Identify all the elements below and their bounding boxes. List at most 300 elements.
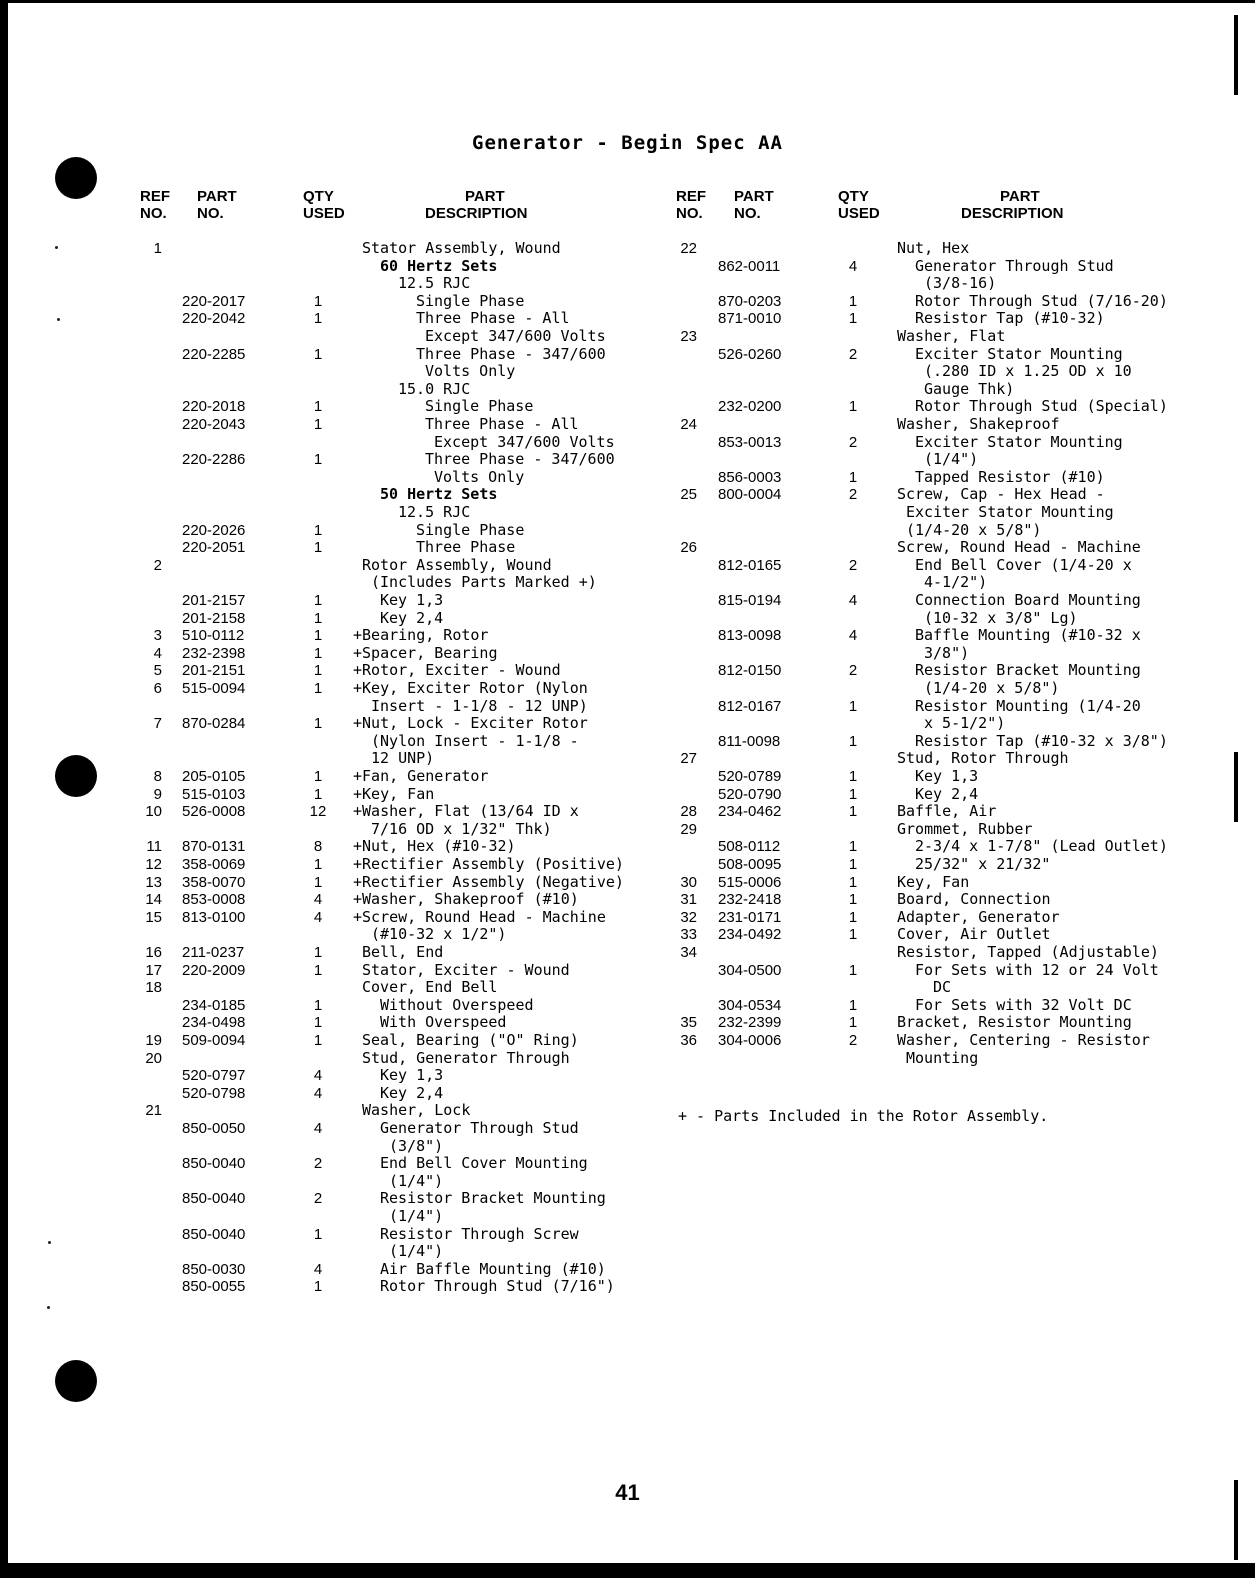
ref-number: 13 [145,873,162,891]
part-description: x 5-1/2") [924,714,1006,733]
header-desc-line1: PART [465,188,505,205]
part-number: 358-0069 [182,856,246,873]
part-number: 856-0003 [718,468,782,486]
part-description: Mounting [906,1048,979,1067]
scan-speck [57,318,60,321]
part-description: Rotor Through Stud (7/16-20) [915,291,1168,310]
part-description: Resistor Mounting (1/4-20 [915,696,1141,715]
part-description: Board, Connection [897,890,1051,909]
part-number: 220-2286 [182,451,246,469]
part-description: +Nut, Lock - Exciter Rotor [353,714,588,733]
part-number: 220-2009 [182,961,246,979]
part-description: Rotor Through Stud (7/16") [380,1277,615,1296]
part-number: 870-0203 [718,292,782,310]
ref-number: 14 [145,891,162,909]
part-description: Key 2,4 [380,1083,444,1102]
quantity-used: 1 [313,768,323,785]
part-description: Bell, End [362,943,444,961]
quantity-used: 1 [313,961,323,979]
part-description: Cover, Air Outlet [897,925,1051,944]
quantity-used: 1 [848,398,858,416]
header-desc-line2: DESCRIPTION [425,205,528,222]
quantity-used: 1 [313,539,323,557]
header-ref-line2: NO. [676,205,703,222]
header-qty-line1: QTY [303,188,334,205]
part-number: 515-0103 [182,785,246,803]
quantity-used: 1 [848,961,858,979]
part-number: 220-2017 [182,292,246,310]
ref-number: 19 [145,1032,162,1049]
part-number: 520-0798 [182,1084,246,1102]
quantity-used: 1 [313,944,323,961]
part-description: (1/4") [389,1207,444,1225]
quantity-used: 1 [848,310,858,328]
quantity-used: 2 [313,1190,323,1208]
quantity-used: 1 [848,996,858,1014]
part-description: Gauge Thk) [924,379,1015,398]
quantity-used: 1 [313,451,323,469]
part-number: 508-0095 [718,856,782,873]
quantity-used: 4 [848,257,858,275]
part-number: 509-0094 [182,1032,246,1049]
part-number: 853-0013 [718,433,782,451]
quantity-used: 1 [313,644,323,662]
quantity-used: 1 [848,873,858,891]
part-number: 811-0098 [718,732,781,750]
quantity-used: 1 [848,785,858,803]
header-qty-line1: QTY [838,188,869,205]
part-number: 232-2418 [718,891,782,909]
part-description: Connection Board Mounting [915,591,1141,609]
part-description: Cover, End Bell [362,978,498,997]
page-title: Generator - Begin Spec AA [472,132,783,154]
ref-number: 31 [680,891,697,909]
part-number: 201-2157 [182,592,246,609]
quantity-used: 1 [313,1032,323,1049]
part-description: Screw, Round Head - Machine [897,538,1141,557]
quantity-used: 4 [313,1067,323,1085]
part-number: 812-0167 [718,697,782,715]
part-description: Single Phase [416,520,525,539]
part-description: Three Phase - All [425,415,579,433]
part-description: 7/16 OD x 1/32" Thk) [371,819,552,838]
part-number: 220-2042 [182,310,246,328]
part-description: 12.5 RJC [398,274,471,293]
part-number: 220-2018 [182,398,246,416]
quantity-used: 1 [313,715,323,733]
ref-number: 18 [145,979,162,997]
ref-number: 21 [145,1102,162,1120]
part-description: Resistor Tap (#10-32) [915,309,1105,328]
part-number: 304-0006 [718,1032,782,1049]
ref-number: 20 [145,1049,162,1067]
part-number: 205-0105 [182,768,246,785]
ref-number: 32 [680,908,697,926]
part-description: Resistor Bracket Mounting [915,661,1141,680]
part-number: 526-0260 [718,345,782,363]
part-description: 50 Hertz Sets [380,485,498,504]
ref-number: 30 [680,873,697,891]
scan-edge-top [0,0,1255,3]
ref-number: 8 [153,768,162,785]
quantity-used: 1 [313,873,323,891]
part-number: 815-0194 [718,592,782,609]
part-description: (Nylon Insert - 1-1/8 - [371,731,579,750]
part-number: 812-0150 [718,662,782,680]
part-description: Stud, Rotor Through [897,749,1069,768]
part-description: 15.0 RJC [398,379,471,398]
part-description: Generator Through Stud [380,1119,579,1137]
quantity-used: 1 [848,926,858,944]
part-description: Screw, Cap - Hex Head - [897,485,1105,504]
part-description: 25/32" x 21/32" [915,855,1051,873]
part-number: 850-0055 [182,1278,246,1296]
quantity-used: 1 [313,310,323,328]
ref-number: 25 [680,486,697,504]
part-description: 4-1/2") [924,573,988,592]
scan-mark-right-middle [1234,752,1238,822]
quantity-used: 1 [848,768,858,785]
part-description: Washer, Lock [362,1101,471,1120]
quantity-used: 1 [313,609,323,627]
part-number: 850-0040 [182,1190,246,1208]
part-description: Resistor Bracket Mounting [380,1189,606,1208]
quantity-used: 1 [313,680,323,697]
ref-number: 9 [153,785,162,803]
scan-speck [47,1306,50,1309]
part-description: Key 2,4 [915,784,979,803]
part-description: Baffle, Air [897,802,997,821]
part-number: 850-0050 [182,1120,246,1137]
part-number: 526-0008 [182,803,246,821]
part-number: 232-2399 [718,1014,782,1032]
part-description: 60 Hertz Sets [380,256,498,275]
part-description: Seal, Bearing ("O" Ring) [362,1031,579,1049]
part-description: Stator Assembly, Wound [362,239,561,257]
quantity-used: 1 [313,1225,323,1243]
header-desc-line2: DESCRIPTION [961,205,1064,222]
part-description: For Sets with 12 or 24 Volt [915,960,1159,979]
ref-number: 23 [680,328,697,345]
part-description: Three Phase [416,538,516,557]
ref-number: 10 [145,803,162,821]
part-description: 2-3/4 x 1-7/8" (Lead Outlet) [915,837,1168,856]
part-description: (1/4") [924,450,979,469]
part-number: 850-0040 [182,1155,246,1173]
ref-number: 29 [680,820,697,838]
part-number: 520-0790 [718,785,782,803]
ref-number: 28 [680,803,697,821]
part-description: 12 UNP) [371,749,435,768]
part-number: 220-2051 [182,539,246,557]
quantity-used: 4 [313,1120,323,1137]
quantity-used: 1 [313,662,323,680]
part-number: 812-0165 [718,556,782,574]
part-description: Resistor, Tapped (Adjustable) [897,943,1159,961]
part-description: (.280 ID x 1.25 OD x 10 [924,362,1132,381]
ref-number: 22 [680,240,697,257]
part-description: Nut, Hex [897,239,970,257]
quantity-used: 1 [848,908,858,926]
part-description: Stator, Exciter - Wound [362,960,570,979]
quantity-used: 1 [848,697,858,715]
part-number: 304-0500 [718,961,782,979]
part-description: Volts Only [425,362,516,381]
part-description: Except 347/600 Volts [434,432,615,451]
ref-number: 15 [145,908,162,926]
quantity-used: 2 [848,345,858,363]
part-description: (1/4") [389,1171,444,1190]
part-description: DC [933,978,952,997]
quantity-used: 1 [313,292,323,310]
quantity-used: 2 [313,1155,323,1173]
part-number: 862-0011 [718,257,781,275]
part-description: With Overspeed [380,1013,507,1032]
ref-number: 35 [680,1014,697,1032]
part-description: Adapter, Generator [897,907,1060,926]
part-description: +Rectifier Assembly (Negative) [353,872,624,891]
part-description: Key 1,3 [380,591,444,609]
quantity-used: 2 [848,662,858,680]
part-number: 201-2151 [182,662,246,680]
part-description: Resistor Tap (#10-32 x 3/8") [915,731,1168,750]
part-description: +Rectifier Assembly (Positive) [353,855,624,873]
part-number: 853-0008 [182,891,246,909]
part-number: 358-0070 [182,873,246,891]
quantity-used: 2 [848,433,858,451]
part-description: Three Phase - 347/600 [425,450,615,469]
footnote: + - Parts Included in the Rotor Assembly. [678,1107,1049,1125]
part-description: Three Phase - All [416,309,570,328]
quantity-used: 1 [313,521,323,539]
part-description: (10-32 x 3/8" Lg) [924,608,1078,627]
part-description: Grommet, Rubber [897,819,1033,838]
ref-number: 2 [153,556,162,574]
part-description: Exciter Stator Mounting [915,432,1123,451]
ref-number: 12 [145,856,162,873]
part-description: Key 1,3 [380,1066,444,1085]
quantity-used: 2 [848,556,858,574]
part-number: 234-0462 [718,803,782,821]
quantity-used: 1 [313,856,323,873]
part-description: Volts Only [434,467,525,486]
quantity-used: 8 [313,838,323,856]
part-description: +Bearing, Rotor [353,626,489,645]
quantity-used: 1 [313,627,323,645]
header-part-line1: PART [197,188,237,205]
part-description: +Washer, Flat (13/64 ID x [353,802,579,821]
part-description: Three Phase - 347/600 [416,344,606,363]
quantity-used: 1 [313,345,323,363]
part-description: For Sets with 32 Volt DC [915,995,1132,1014]
quantity-used: 1 [313,416,323,433]
part-description: (1/4-20 x 5/8") [924,679,1060,697]
part-number: 508-0112 [718,838,781,856]
part-description: Single Phase [416,291,525,310]
part-number: 231-0171 [718,908,782,926]
binder-hole-icon [55,755,97,797]
quantity-used: 4 [313,1260,323,1278]
header-ref-line1: REF [676,188,706,205]
part-description: +Key, Exciter Rotor (Nylon [353,679,588,697]
part-description: Washer, Shakeproof [897,415,1060,433]
part-description: Rotor Assembly, Wound [362,555,552,574]
quantity-used: 4 [848,592,858,609]
ref-number: 17 [145,961,162,979]
part-number: 515-0006 [718,873,782,891]
part-description: (1/4") [389,1242,444,1261]
quantity-used: 1 [313,398,323,416]
quantity-used: 1 [313,1014,323,1032]
scan-edge-bottom [0,1563,1255,1578]
part-description: 3/8") [924,643,970,662]
ref-number: 34 [680,944,697,961]
part-description: End Bell Cover (1/4-20 x [915,555,1132,574]
part-description: Key 2,4 [380,608,444,627]
ref-number: 3 [153,627,162,645]
part-description: Rotor Through Stud (Special) [915,397,1168,416]
binder-hole-icon [55,1360,97,1402]
part-description: Exciter Stator Mounting [906,503,1114,521]
part-description: +Screw, Round Head - Machine [353,907,606,926]
part-description: End Bell Cover Mounting [380,1154,588,1173]
part-description: Exciter Stator Mounting [915,344,1123,363]
part-number: 234-0498 [182,1014,246,1032]
quantity-used: 1 [313,1278,323,1296]
ref-number: 5 [153,662,162,680]
part-number: 211-0237 [182,944,245,961]
part-description: +Washer, Shakeproof (#10) [353,890,579,909]
part-number: 520-0789 [718,768,782,785]
quantity-used: 1 [848,1014,858,1032]
part-description: Without Overspeed [380,995,534,1014]
ref-number: 7 [153,715,162,733]
quantity-used: 1 [313,592,323,609]
part-description: Air Baffle Mounting (#10) [380,1259,606,1278]
part-description: Baffle Mounting (#10-32 x [915,626,1141,645]
part-number: 850-0040 [182,1225,246,1243]
part-number: 870-0284 [182,715,246,733]
part-description: Stud, Generator Through [362,1048,570,1067]
part-description: Key 1,3 [915,767,979,785]
header-part-line1: PART [734,188,774,205]
scan-mark-right-top [1234,15,1238,95]
part-description: Insert - 1-1/8 - 12 UNP) [371,696,588,715]
part-description: +Rotor, Exciter - Wound [353,661,561,680]
part-description: (3/8") [389,1136,444,1155]
part-description: +Spacer, Bearing [353,643,498,662]
part-number: 515-0094 [182,680,246,697]
part-description: +Key, Fan [353,784,435,803]
scan-speck [55,246,58,249]
part-description: Bracket, Resistor Mounting [897,1013,1132,1032]
part-description: Tapped Resistor (#10) [915,467,1105,486]
quantity-used: 12 [309,803,327,821]
binder-hole-icon [55,157,97,199]
ref-number: 6 [153,680,162,697]
part-number: 813-0098 [718,627,782,645]
part-description: Washer, Centering - Resistor [897,1031,1150,1049]
ref-number: 26 [680,539,697,557]
part-description: 12.5 RJC [398,503,471,521]
part-number: 813-0100 [182,908,246,926]
part-number: 234-0185 [182,996,246,1014]
part-description: Generator Through Stud [915,256,1114,275]
scan-speck [48,1241,51,1244]
quantity-used: 1 [313,785,323,803]
ref-number: 36 [680,1032,697,1049]
header-desc-line1: PART [1000,188,1040,205]
header-ref-line1: REF [140,188,170,205]
part-number: 220-2043 [182,416,246,433]
ref-number: 11 [146,838,162,856]
quantity-used: 1 [848,891,858,909]
part-description: (Includes Parts Marked +) [371,573,597,592]
ref-number: 27 [680,750,697,768]
part-number: 304-0534 [718,996,782,1014]
part-number: 232-0200 [718,398,782,416]
ref-number: 4 [153,644,162,662]
header-part-line2: NO. [734,205,761,222]
part-number: 234-0492 [718,926,782,944]
part-description: +Nut, Hex (#10-32) [353,837,516,856]
header-part-line2: NO. [197,205,224,222]
quantity-used: 2 [848,486,858,504]
part-number: 520-0797 [182,1067,246,1085]
quantity-used: 2 [848,1032,858,1049]
quantity-used: 4 [313,891,323,909]
part-description: Washer, Flat [897,327,1006,345]
ref-number: 24 [680,416,697,433]
part-description: (1/4-20 x 5/8") [906,520,1042,539]
header-qty-line2: USED [303,205,345,222]
part-number: 201-2158 [182,609,246,627]
header-ref [140,188,170,205]
part-number: 510-0112 [182,627,245,645]
part-number: 850-0030 [182,1260,246,1278]
header-qty-line2: USED [838,205,880,222]
header-ref-line2: NO. [140,205,167,222]
ref-number: 16 [145,944,162,961]
part-number: 871-0010 [718,310,782,328]
quantity-used: 4 [848,627,858,645]
quantity-used: 4 [313,1084,323,1102]
quantity-used: 1 [848,856,858,873]
scan-edge-left [0,0,8,1570]
quantity-used: 1 [848,292,858,310]
ref-number: 1 [153,240,162,257]
part-description: Except 347/600 Volts [425,327,606,345]
part-number: 870-0131 [182,838,246,856]
ref-number: 33 [680,926,697,944]
part-number: 220-2285 [182,345,246,363]
quantity-used: 1 [848,468,858,486]
quantity-used: 4 [313,908,323,926]
part-description: +Fan, Generator [353,767,489,785]
part-number: 232-2398 [182,644,246,662]
quantity-used: 1 [848,732,858,750]
part-number: 220-2026 [182,521,246,539]
part-number: 800-0004 [718,486,782,504]
quantity-used: 1 [848,803,858,821]
part-description: Key, Fan [897,872,970,891]
part-description: Resistor Through Screw [380,1224,579,1243]
part-description: Single Phase [425,397,534,416]
part-description: (3/8-16) [924,274,997,293]
quantity-used: 1 [313,996,323,1014]
quantity-used: 1 [848,838,858,856]
part-description: (#10-32 x 1/2") [371,925,507,944]
